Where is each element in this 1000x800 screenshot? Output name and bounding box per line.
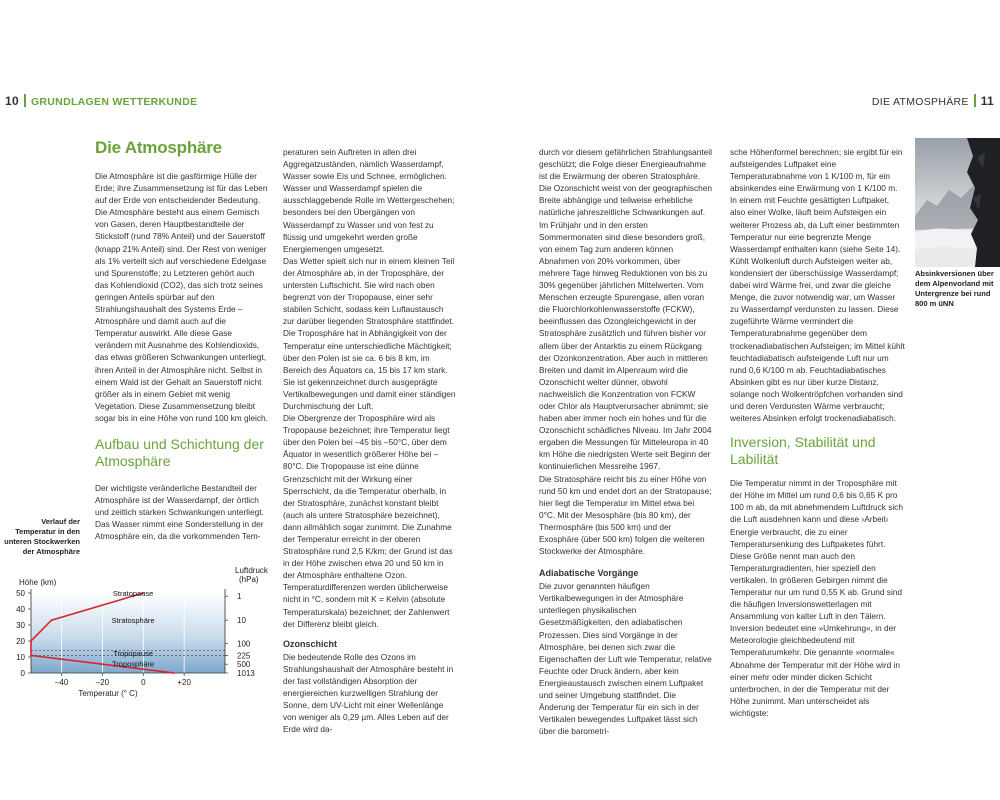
temperature-point — [51, 619, 53, 621]
pressure-label: 1013 — [237, 669, 255, 678]
y-tick-label: 20 — [16, 637, 25, 646]
paragraph: sche Höhenformel berechnen; sie ergibt für ein aufsteigendes Luftpaket eine Temperaturabnahme von 1 K/100 m, für ein absinkendes eine Erwärmung von 1 K/100 m. In einem mit Feuchte gesättigten Luftpaket, also einer Wolke, läuft beim Aufsteigen ein weiterer Prozess ab, da Luft einer bestimmten Temperatur nur eine begrenzte Menge Wasserdampf enthalten kann (siehe Seite 14). Kühlt Wolkenluft durch Aufsteigen weiter ab, kondensiert der überschüssige Wasserdampf; dabei wird Wärme frei, und zwar die gleiche Menge, die zuvor notwendig war, um Wasser zu Wasserdampf verdunsten zu lassen. Diese zugeführte Wärme vermindert die Temperaturabnahme gegenüber dem trockenadiabatischen Aufsteigen; im Mittel kühlt feuchtadiabatisch aufsteigende Luft nur um rund 0,6 K/100 m ab. Feuchtadiabatisches Absinken gibt es nur über kurze Distanz, solange noch Wolkentröpfchen vorhanden sind und deren Verdunsten Wärme verbraucht; weiteres Absinken erfolgt trockenadiabatisch. — [730, 147, 905, 424]
paragraph: peraturen sein Auftreten in allen drei Aggregatzuständen, nämlich Wasserdampf, Wasser sowie Eis und Schnee, ermöglichen. Wasser und Wasserdampf spielen die ausschlaggebende Rolle im Wettergeschehen; besonders bei den Übergängen von Wasserdampf zu Wasser und von fest zu flüssig und umgekehrt werden große Energiemengen umgesetzt. — [283, 147, 455, 254]
paragraph: Die bedeutende Rolle des Ozons im Strahlungshaushalt der Atmosphäre besteht in der fast vollständigen Absorption der energiereichen kurzwelligen Strahlung der Sonne, dem UV-Licht mit einer Wellenlänge von weniger als 0,29 µm. Alles Leben auf der Erde wird da- — [283, 651, 454, 735]
right-axis-label: Luftdruck — [235, 566, 268, 575]
right-page-number: 11 — [980, 94, 994, 108]
paragraph: durch vor diesem gefährlichen Strahlungsanteil geschützt; die Folge dieser Energieaufnahme ist die Erwärmung der oberen Stratosphäre. — [539, 147, 712, 182]
y-tick-label: 0 — [20, 669, 25, 678]
photo-image — [915, 138, 1000, 267]
right-axis-label-unit: (hPa) — [239, 575, 259, 584]
photo-caption: Absinkversionen über dem Alpenvorland mit Untergrenze bei rund 800 m üNN — [915, 269, 994, 308]
temperature-point — [173, 672, 175, 674]
layer-label: Tropopause — [113, 649, 153, 658]
y-tick-label: 30 — [16, 621, 25, 630]
section-heading: Aufbau und Schichtung der Atmosphäre — [95, 435, 264, 469]
paragraph: Die Obergrenze der Troposphäre wird als Tropopause bezeichnet; ihre Temperatur liegt über den Polen bei –45 bis –50°C, über dem Äquator in wesentlich größerer Höhe bei –80°C. Die Tropopause ist eine dünne Grenzschicht mit der Wirkung einer Sperrschicht, da die Temperatur oberhalb, in der Stratosphäre, zunächst konstant bleibt (auch als untere Stratosphäre bezeichnet), dann allmählich sogar zunimmt. Die Zunahme der Temperatur erreicht in der oberen Stratosphäre rund 2,5 K/km; der Grund ist das in der Höhe zwischen etwa 20 und 50 km in der Atmosphäre enthaltene Ozon. Temperaturdifferenzen werden üblicherweise nicht in °C, sondern mit K = Kelvin (absolute Temperaturskala) bezeichnet; der Zahlenwert der Differenz bleibt gleich. — [283, 413, 453, 629]
pressure-label: 500 — [237, 660, 251, 670]
page-title: Die Atmosphäre — [95, 138, 222, 157]
left-page-number: 10 — [5, 94, 19, 108]
pressure-label: 100 — [237, 639, 251, 649]
x-tick-label: –20 — [95, 678, 110, 687]
layer-label: Troposphäre — [111, 659, 155, 669]
section-heading: Inversion, Stabilität und Labilität — [730, 434, 876, 468]
chart-caption: Verlauf der Temperatur in den unteren Stockwerken der Atmosphäre — [4, 517, 80, 556]
paragraph: Die zuvor genannten häufigen Vertikalbewegungen in der Atmosphäre unterliegen physikalischen Gesetzmäßigkeiten, den adiabatischen Prozessen. Dies sind Vorgänge in der Atmosphäre, bei denen sich zwar die Eigenschaften der Luft wie Temperatur, relative Feuchte oder Druck ändern, aber kein Energieaustausch zwischen einem Luftpaket und seiner Umgebung stattfindet. Die Änderung der Temperatur für ein sich in der Vertikalen bewegendes Luftpaket lässt sich über die barometri- — [539, 581, 712, 737]
pressure-label: 1 — [237, 592, 242, 602]
column-1 — [95, 170, 269, 542]
right-section-title: DIE ATMOSPHÄRE — [871, 96, 969, 108]
temperature-profile-chart — [5, 565, 270, 705]
column-4 — [730, 146, 905, 719]
layer-label: Stratosphäre — [111, 616, 155, 626]
x-tick-label: –40 — [54, 678, 69, 687]
pressure-label: 225 — [237, 651, 251, 661]
right-page-header — [872, 94, 994, 108]
left-section-title: GRUNDLAGEN WETTERKUNDE — [30, 96, 198, 108]
header-divider — [974, 94, 976, 107]
pressure-label: 10 — [237, 616, 246, 626]
x-tick-label: +20 — [177, 678, 191, 687]
x-axis-label: Temperatur (° C) — [78, 689, 138, 698]
column-2 — [283, 146, 457, 735]
paragraph: Die Temperatur nimmt in der Troposphäre mit der Höhe im Mittel um rund 0,6 bis 0,65 K pro 100 m ab, da mit abnehmendem Luftdruck sich die Luft ausdehnen kann und diese ›Arbeit‹ Energie verbraucht, die zu einer Temperatursenkung des Luftpaketes führt. Diese Größe nennt man auch den Temperaturgradienten, hier speziell den vertikalen. In größeren Gebirgen nimmt die Temperatur nur um rund 0,55 K ab. Grund sind die häufigen Inversionswetterlagen mit Ansammlung von kalter Luft in den Tälern. Inversion bedeutet eine »Umkehrung«, in der Meteorologie gleichbedeutend mit Temperaturumkehr. Die genannte »normale« Abnahme der Temperatur mit der Höhe wird in einer mehr oder minder dicken Schicht unterbrochen, in der die Temperatur mit der Höhe zunimmt. Man unterscheidet als wichtigste: — [730, 478, 903, 718]
y-axis-label: Höhe (km) — [19, 578, 57, 587]
y-tick-label: 40 — [16, 605, 25, 614]
paragraph: Die Atmosphäre ist die gasförmige Hülle der Erde; ihre Zusammensetzung ist für das Leben auf der Erde von entscheidender Bedeutung. Die Atmosphäre besteht aus einem Gemisch von Gasen, deren Hauptbestandteile der Stickstoff (rund 78% Anteil) und der Sauerstoff (knapp 21% Anteil) sind. Der Rest von weniger als 1% verteilt sich auf verschiedene Edelgase und Spurenstoffe; zu Letzteren gehört auch das Kohlendioxid (CO2), das sich trotz seines geringen Anteils spürbar auf den Strahlungshaushalt des Systems Erde – Atmosphäre und damit auch auf die Temperatur auswirkt. Alle diese Gase verändern mit Ausnahme des Kohlendioxids, das etwas größeren Schwankungen unterliegt, ihren Anteil in der Atmosphäre nicht. Selbst in einem Wald ist der Gehalt an Sauerstoff nicht größer als in einem Gebiet mit wenig Vegetation. Diese Zusammensetzung bleibt sogar bis in eine Höhe von rund 100 km gleich. — [95, 171, 268, 423]
left-page-header — [5, 94, 197, 108]
temperature-point — [30, 640, 32, 642]
paragraph: Das Wetter spielt sich nur in einem kleinen Teil der Atmosphäre ab, in der Troposphäre, der untersten Luftschicht. Sie wird nach oben begrenzt von der Tropopause, einer sehr stabilen Schicht, sodass kein Luftaustausch zur darüber liegenden Stratosphäre stattfindet. Die Troposphäre hat in Abhängigkeit von der Temperatur eine unterschiedliche Mächtigkeit; über den Polen ist sie ca. 6 bis 8 km, im Bereich des Äquators ca. 15 bis 17 km stark. Sie ist gekennzeichnet durch ausgeprägte Vertikalbewegungen und damit einer ständigen Durchmischung der Luft. — [283, 255, 456, 411]
alpine-inversion-photo — [915, 138, 1000, 267]
paragraph: Der wichtigste veränderliche Bestandteil der Atmosphäre ist der Wasserdampf, der örtlich und zeitlich starken Schwankungen unterliegt. Das Wasser nimmt eine Sonderstellung in der Atmosphäre ein, da die vorkommenden Tem- — [95, 482, 264, 542]
column-3 — [539, 146, 712, 737]
y-tick-label: 10 — [16, 653, 25, 662]
paragraph: Die Ozonschicht weist von der geographischen Breite abhängige und teilweise erhebliche natürliche jahreszeitliche Schwankungen auf. Im Frühjahr und in den ersten Sommermonaten sind diese besonders groß, von einem Tag zum anderen können Abnahmen von 20% vorkommen, über mehrere Tage hinweg Reduktionen von bis zu 30% gegenüber jährlichen Mittelwerten. Vom Menschen erzeugte Spurengase, allen voran die Fluorchlorkohlenwasserstoffe (FCKW), beeinflussen das Ozongleichgewicht in der Stratosphäre zusätzlich und führen bisher vor allem über der Antarktis zu einem Rückgang der Ozonkonzentration. Aber auch in mittleren Breiten und damit im Alpenraum wird die Ozonschicht weiter dünner, obwohl nachweislich die Konzentration von FCKW oder Chlor als Hauptverursacher abnimmt; sie haben aber immer noch ein hohes und für die Ozonschicht schädliches Niveau. Im Jahr 2004 ergaben die Messungen für Mitteleuropa in 40 km Höhe die niedrigsten Werte seit Beginn der kontinuierlichen Messreihe 1967. — [539, 183, 712, 472]
header-divider — [24, 94, 26, 107]
x-tick-label: 0 — [141, 678, 146, 687]
paragraph: Die Stratosphäre reicht bis zu einer Höhe von rund 50 km und endet dort an der Stratopause; hier liegt die Temperatur im Mittel etwa bei 0°C. Mit der Mesosphäre (bis 80 km), der Thermosphäre (bis 500 km) und der Exosphäre (über 500 km) folgen die weiteren Stockwerke der Atmosphäre. — [539, 473, 712, 557]
subsection-heading: Ozonschicht — [283, 638, 338, 649]
temperature-point — [30, 655, 32, 657]
y-tick-label: 50 — [16, 589, 25, 598]
layer-label: Stratopause — [112, 589, 154, 598]
subsection-heading: Adiabatische Vorgänge — [539, 568, 639, 579]
